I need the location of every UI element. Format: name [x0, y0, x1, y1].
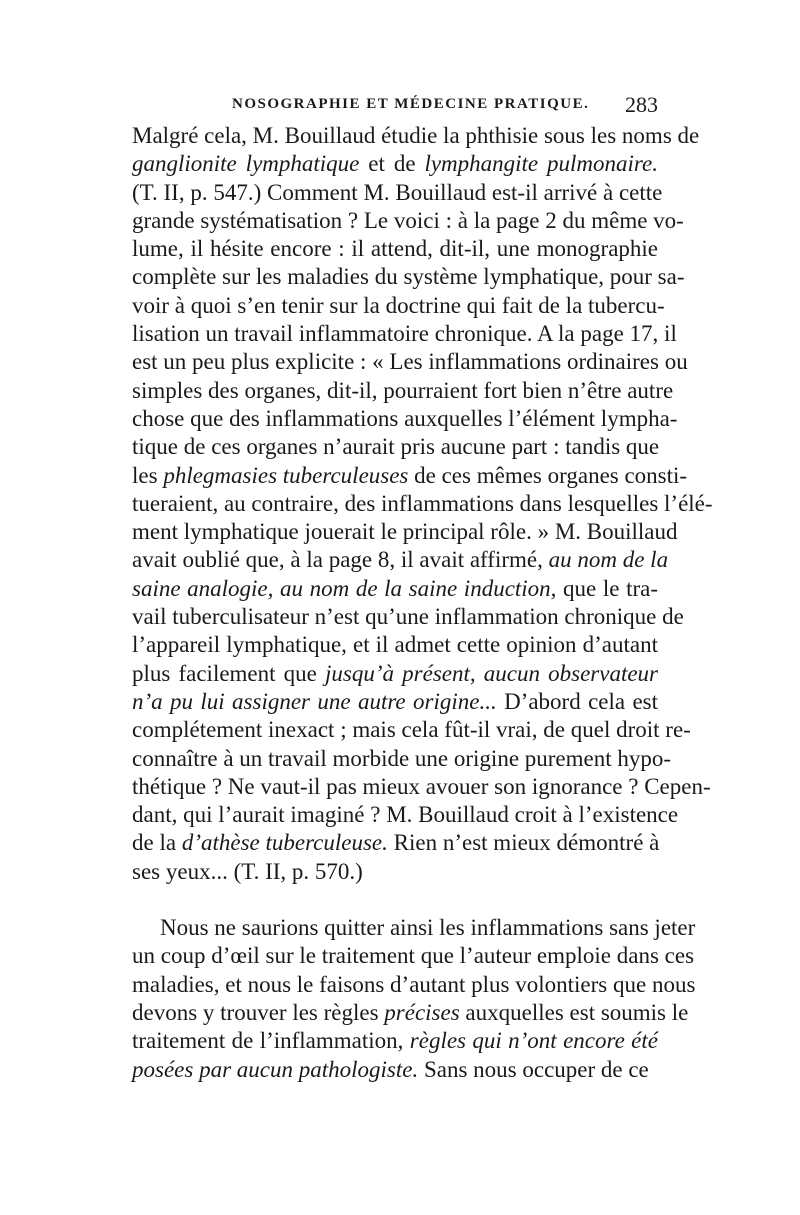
text-line [132, 829, 658, 857]
text-segment: traitement de l’inflammation, [132, 1028, 410, 1054]
text-segment: ment lymphatique jouerait le principal rôle. » M. Bouillaud [132, 519, 678, 545]
italic-text-segment: posées par aucun pathologiste. [132, 1056, 419, 1082]
text-line [132, 546, 669, 574]
italic-text-segment: règles qui n’ont encore été [409, 1028, 658, 1054]
italic-text-segment: ganglionite lymphatique [132, 151, 360, 177]
text-segment: grande systématisation ? Le voici : à la page 2 du même vo- [132, 207, 684, 233]
running-head [132, 92, 658, 122]
text-segment: simples des organes, dit-il, pourraient fort bien n’être autre [132, 377, 674, 403]
text-segment: devons y trouver les règles [132, 999, 385, 1025]
paragraph [132, 914, 696, 1084]
text-line [132, 575, 658, 603]
text-line [132, 462, 688, 490]
text-line [132, 999, 689, 1027]
text-segment: vail tuberculisateur n’est qu’une inflammation chronique de [132, 604, 684, 630]
text-line [132, 745, 672, 773]
text-line [132, 631, 658, 659]
page-number: 283 [625, 92, 658, 117]
text-segment: lisation un travail inflammatoire chronique. A la page 17, il [132, 321, 677, 347]
text-line [132, 235, 658, 263]
text-line [132, 660, 658, 688]
italic-text-segment: précises [384, 999, 460, 1025]
text-line [132, 688, 658, 716]
text-segment: complète sur les maladies du système lymphatique, pour sa- [132, 264, 685, 290]
italic-text-segment: phlegmasies tuberculeuses [163, 462, 409, 488]
text-segment: auxquelles est soumis le [459, 999, 689, 1025]
italic-text-segment: au nom de la [548, 547, 669, 573]
text-segment: (T. II, p. 547.) Comment M. Bouillaud est-il arrivé à cette [132, 179, 663, 205]
text-line [132, 858, 658, 886]
text-segment: chose que des inflammations auxquelles l’élément lympha- [132, 405, 678, 431]
text-line [132, 292, 665, 320]
text-segment: Malgré cela, M. Bouillaud étudie la phthisie sous les noms de [132, 123, 700, 148]
text-segment: voir à quoi s’en tenir sur la doctrine qui fait de la tubercu- [132, 292, 665, 318]
text-line [132, 348, 688, 376]
text-line [132, 716, 691, 744]
text-segment: Nous ne saurions quitter ainsi les inflammations sans jeter [160, 915, 696, 941]
text-segment: complétement inexact ; mais cela fût-il vrai, de quel droit re- [132, 717, 691, 743]
text-segment: plus facilement que [132, 660, 326, 686]
text-line [132, 942, 695, 970]
text-line [132, 122, 700, 150]
text-line [132, 150, 658, 178]
text-segment: un coup d’œil sur le traitement que l’auteur emploie dans ces [132, 943, 695, 969]
text-line [132, 971, 696, 999]
text-line [132, 518, 678, 546]
text-segment: thétique ? Ne vaut-il pas mieux avouer son ignorance ? Cepen- [132, 773, 711, 799]
text-line [132, 179, 663, 207]
text-segment: maladies, et nous le faisons d’autant plus volontiers que nous [132, 971, 696, 997]
text-line [132, 263, 685, 291]
text-line [132, 405, 678, 433]
text-segment: lume, il hésite encore : il attend, dit-il, une monographie [132, 236, 658, 262]
text-segment: dant, qui l’aurait imaginé ? M. Bouillaud croit à l’existence [132, 802, 679, 828]
book-page [132, 92, 713, 1084]
text-line [132, 603, 684, 631]
text-line [132, 377, 674, 405]
text-segment: Rien n’est mieux démontré à [387, 830, 660, 856]
text-segment: est un peu plus explicite : « Les inflammations ordinaires ou [132, 349, 688, 375]
text-line [132, 433, 658, 461]
text-segment: ses yeux... (T. II, p. 570.) [132, 858, 363, 884]
text-segment: connaître à un travail morbide une origine purement hypo- [132, 745, 672, 771]
text-segment: l’appareil lymphatique, et il admet cette opinion d’autant [132, 632, 658, 658]
text-segment: D’abord cela est [496, 688, 659, 714]
italic-text-segment: d’athèse tuberculeuse. [181, 830, 388, 856]
italic-text-segment: saine analogie, au nom de la saine induction, [132, 575, 557, 601]
text-segment: de la [132, 830, 182, 856]
text-line [132, 773, 711, 801]
italic-text-segment: n’a pu lui assigner une autre origine... [132, 688, 497, 714]
text-line [132, 801, 679, 829]
text-segment: et de [359, 151, 425, 177]
text-segment: tueraient, au contraire, des inflammations dans lesquelles l’élé- [132, 490, 713, 516]
text-segment: avait oublié que, à la page 8, il avait affirmé, [132, 547, 549, 573]
italic-text-segment: jusqu’à présent, aucun observateur [325, 660, 658, 686]
text-line [132, 1027, 658, 1055]
text-line [132, 207, 684, 235]
text-segment: les [132, 462, 164, 488]
italic-text-segment: lymphangite pulmonaire. [424, 151, 658, 177]
text-segment: Sans nous occuper de ce [418, 1056, 649, 1082]
running-title: NOSOGRAPHIE ET MÉDECINE PRATIQUE. [232, 96, 590, 112]
text-line [132, 320, 677, 348]
paragraph [132, 122, 713, 886]
text-segment: de ces mêmes organes consti- [408, 462, 688, 488]
text-line [132, 1056, 658, 1084]
body-text [132, 122, 713, 1084]
text-line [132, 490, 713, 518]
text-segment: tique de ces organes n’aurait pris aucune part : tandis que [132, 434, 660, 460]
text-line [132, 914, 696, 942]
text-segment: que le tra- [556, 575, 658, 601]
